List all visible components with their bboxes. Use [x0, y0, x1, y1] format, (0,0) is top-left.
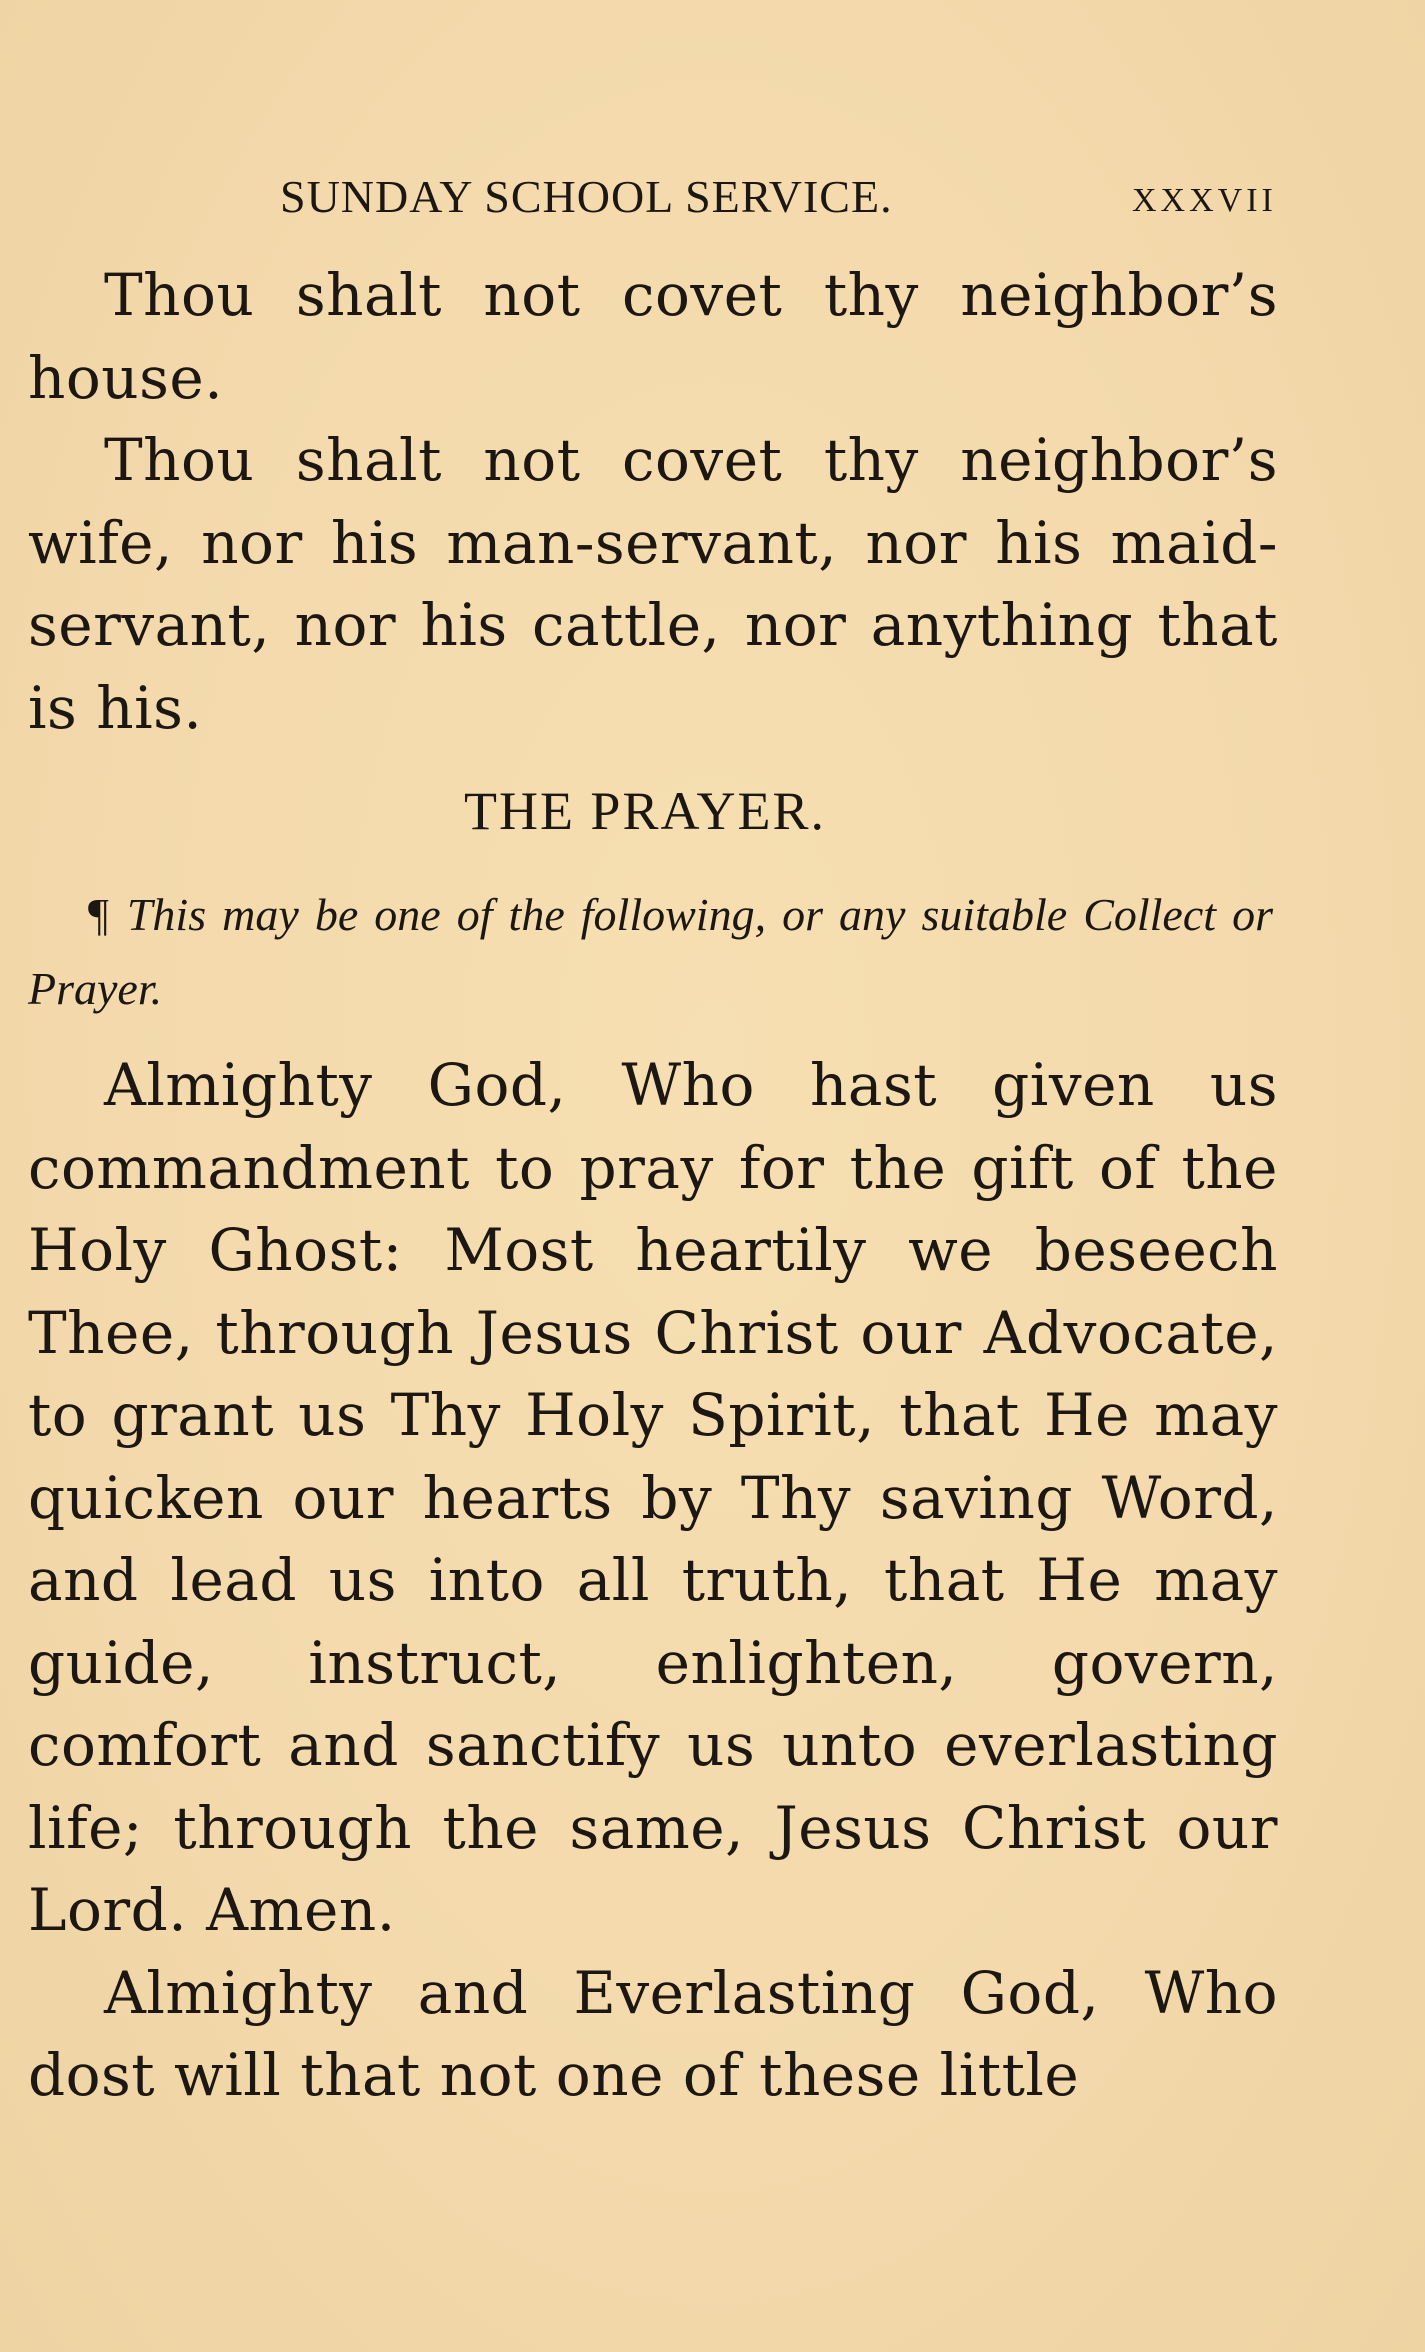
prayer-paragraph: Almighty and Everlasting God, Who dost will that not one of these little	[28, 1958, 1278, 2109]
prayer-paragraph: Almighty God, Who hast given us commandment to pray for the gift of the Holy Ghost: Most heartily we beseech Thee, through Jesus Christ our Advocate, to grant us Thy Holy Spirit, that He may quicken our hearts by Thy saving Word, and lead us into all truth, that He may guide, instruct, enlighten, govern, comfort and sanctify us unto everlasting life; through the same, Jesus Christ our Lord. Amen.	[28, 1051, 1278, 1944]
pilcrow-icon: ¶	[88, 889, 109, 940]
rubric-instruction	[28, 878, 1273, 1026]
section-heading: THE PRAYER.	[463, 781, 827, 841]
running-title: SUNDAY SCHOOL SERVICE.	[280, 171, 893, 222]
running-head	[280, 170, 1280, 230]
page-number: XXXVII	[1132, 182, 1277, 219]
commandments-block	[28, 254, 1278, 749]
rubric-text: This may be one of the following, or any suitable Collect or Prayer.	[28, 889, 1273, 1014]
commandment-paragraph: Thou shalt not covet thy neighbor’s wife, nor his man-servant, nor his maid-servant, nor his cattle, nor anything that is his.	[28, 426, 1278, 742]
commandment-paragraph: Thou shalt not covet thy neighbor’s house.	[28, 261, 1278, 412]
prayers-block	[28, 1044, 1278, 2117]
